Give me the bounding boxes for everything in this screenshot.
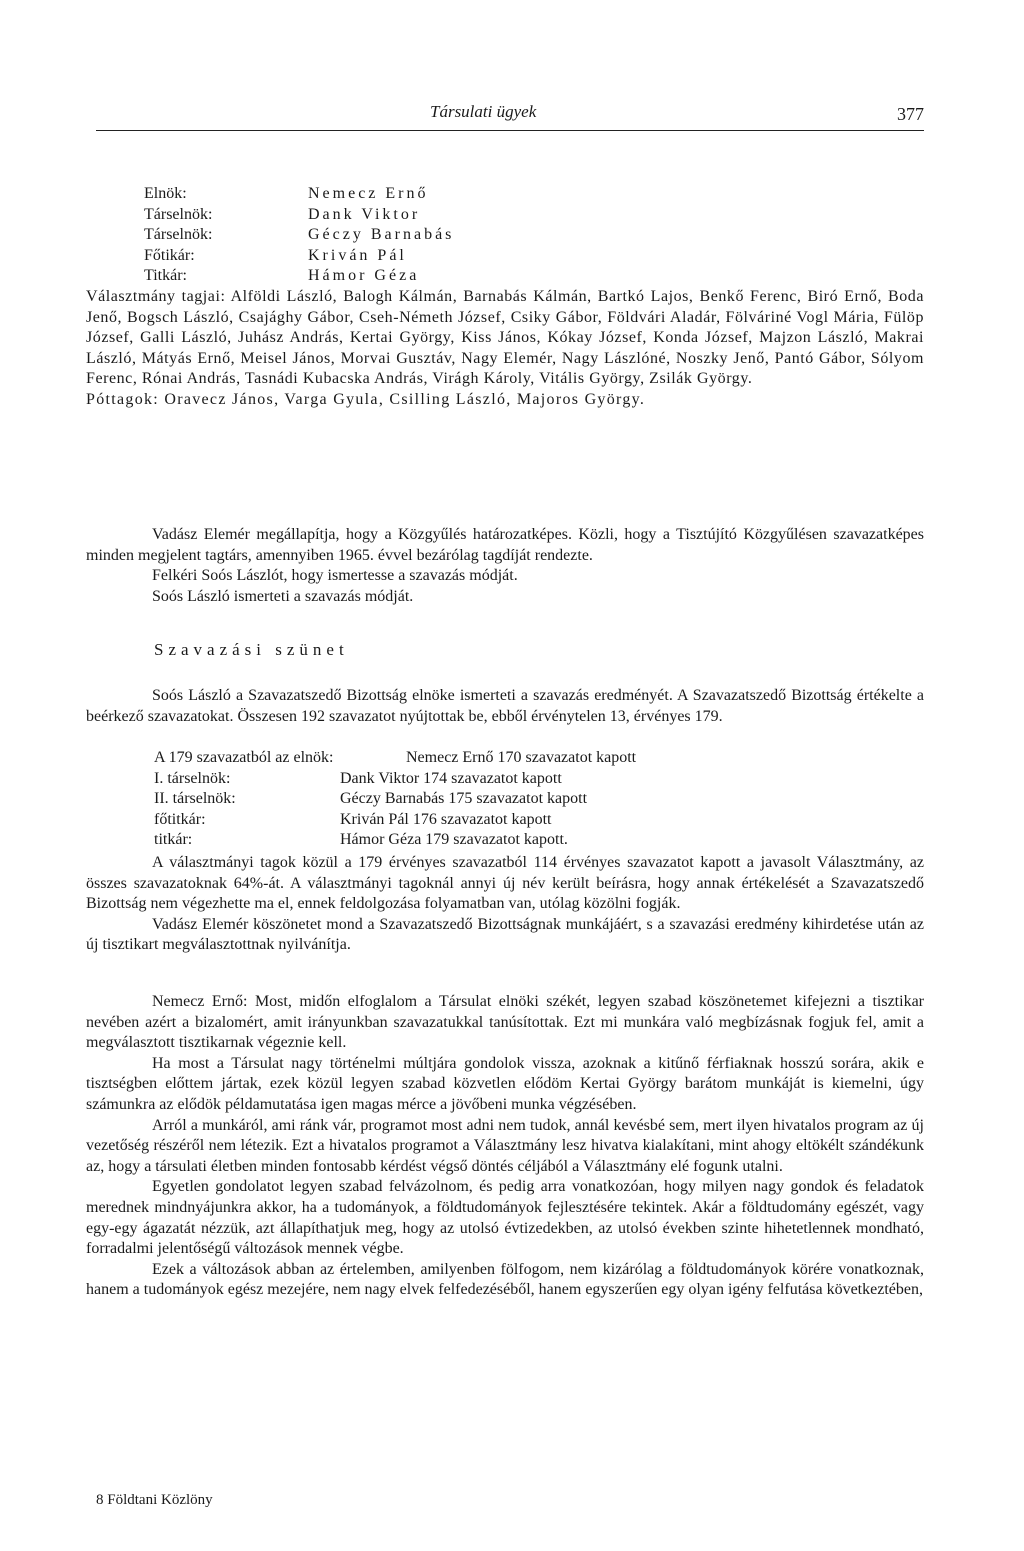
officer-row: [144, 246, 844, 267]
paragraph: Arról a munkáról, ami ránk vár, programot most adni nem tudok, annál kevésbé sem, mert ilyen hivatalos program az új vezetőség részéről nem létezik. Ezt a hivatalos programot a Választmány lesz hivatva kialakítani, mint ahogy eltökélt szándékunk az, hogy a társulati életben minden fontosabb kérdést végső döntés céljából a Választmány elé fogunk utalni.: [86, 1116, 924, 1175]
president-speech-block: [86, 992, 924, 1301]
paragraph: Egyetlen gondolatot legyen szabad felvázolnom, és pedig arra vonatkozóan, hogy milyen nagy gondok és feladatok merednek mindnyájunkra akkor, ha a tudományok, a földtudományok fejlesztésére tekintek. Akár a földtudomány egészét, vagy egy-egy ágazatát nézzük, azt állapíthatjuk meg, hogy az utolsó évtizedekben, az utolsó években szinte hihetetlennek mondható, forradalmi jelentőségű változások mennek végbe.: [86, 1178, 924, 1258]
result-row: [154, 748, 854, 769]
officers-list: [144, 184, 844, 287]
result-value: Nemecz Ernő 170 szavazatot kapott: [406, 749, 637, 766]
result-label: titkár:: [154, 831, 193, 849]
paragraph: Ezek a változások abban az értelemben, amilyenben fölfogom, nem kizárólag a földtudományok körére vonatkoznak, hanem a tudományok egész mezejére, nem nagy elvek felfedezéséből, hanem egyszerűen egy olyan igény felfutása következtében,: [86, 1260, 924, 1299]
page-header: [96, 100, 924, 131]
paragraph: Vadász Elemér köszönetet mond a Szavazatszedő Bizottságnak munkájáért, s a szavazási eredmény kihirdetése után az új tisztikart megválasztottnak nyilvánítja.: [86, 915, 924, 954]
result-value: Hámor Géza 179 szavazatot kapott.: [340, 831, 568, 849]
committee-members: Választmány tagjai: Alföldi László, Balogh Kálmán, Barnabás Kálmán, Bartkó Lajos, Benkő Ferenc, Biró Ernő, Boda Jenő, Bogsch László, Csajághy Gábor, Cseh-Németh József, Csiky Gábor, Földvári Aladár, Fölváriné Vogl Mária, Fülöp József, Galli László, Juhász András, Kertai György, Kiss János, Kókay József, Konda József, Majzon László, Makrai László, Mátyás Ernő, Meisel János, Morvai Gusztáv, Nagy Elemér, Nagy Lászlóné, Noszky Jenő, Pantó Gábor, Sólyom Ferenc, Rónai András, Tasnádi Kubacska András, Virágh Károly, Vitális György, Zsilák György.: [86, 288, 924, 388]
officer-role: Elnök:: [144, 185, 187, 202]
officer-row: [144, 184, 844, 205]
paragraph: A választmányi tagok közül a 179 érvényes szavazatból 114 érvényes szavazatot kapott a javasolt Választmány, az összes szavazatoknak 64%-át. A választmányi tagoknál annyi új név került beírásra, hogy annak értékelését a Szavazatszedő Bizottság nem végezhette ma el, ennek feldolgozása folyamatban van, utólag közölni fogják.: [86, 854, 924, 913]
officer-name: Géczy Barnabás: [308, 226, 455, 243]
officer-role: Titkár:: [144, 267, 187, 284]
officer-role: Főtikár:: [144, 246, 195, 264]
officer-row: [144, 266, 844, 287]
officer-name: Kriván Pál: [308, 246, 407, 264]
paragraph: Ha most a Társulat nagy történelmi múltjára gondolok vissza, azoknak a kitűnő férfiaknak hosszú sorára, akik e tisztségben előttem jártak, ezek közül legyen szabad közvetlen elődöm Kertai György barátom munkáját is kiemelni, úgy számunkra az elődök példamutatása igen magas mérce a jövőbeni munka végzésében.: [86, 1054, 924, 1113]
running-title: Társulati ügyek: [430, 102, 537, 121]
officer-role: Társelnök:: [144, 205, 213, 223]
result-value: Kriván Pál 176 szavazatot kapott: [340, 810, 552, 828]
paragraph: Soós László ismerteti a szavazás módját.: [152, 587, 414, 605]
substitute-members: Póttagok: Oravecz János, Varga Gyula, Csilling László, Majoros György.: [86, 390, 646, 408]
committee-section: [86, 287, 924, 411]
result-label: főtitkár:: [154, 810, 206, 828]
page-number: 377: [897, 104, 924, 124]
result-row: [154, 789, 854, 810]
paragraph: Nemecz Ernő: Most, midőn elfoglalom a Társulat elnöki székét, legyen szabad köszönetemet kifejezni a tisztikar nevében azért a bizalomért, amit irányunkban szavazatukkal tanúsítottak. Ezt mi munkára való megbízásnak fogjuk fel, amit a megválasztott tisztikarnak végeznie kell.: [86, 993, 924, 1052]
officer-row: [144, 225, 844, 246]
officer-name: Nemecz Ernő: [308, 185, 429, 202]
vote-intro-block: [86, 686, 924, 727]
committee-result-block: [86, 853, 924, 956]
result-label: A 179 szavazatból az elnök:: [154, 749, 334, 766]
result-label: I. társelnök:: [154, 769, 231, 787]
officer-name: Dank Viktor: [308, 205, 421, 223]
result-row: [154, 769, 854, 790]
result-row: [154, 830, 854, 851]
opening-block: [86, 525, 924, 607]
result-row: [154, 810, 854, 831]
paragraph: Felkéri Soós Lászlót, hogy ismertesse a szavazás módját.: [152, 567, 518, 585]
paragraph: Soós László a Szavazatszedő Bizottság elnöke ismerteti a szavazás eredményét. A Szavazatszedő Bizottság értékelte a beérkező szavazatokat. Összesen 192 szavazatot nyújtottak be, ebből érvénytelen 13, érvényes 179.: [86, 687, 924, 725]
result-value: Dank Viktor 174 szavazatot kapott: [340, 769, 562, 787]
officer-role: Társelnök:: [144, 226, 213, 243]
officer-name: Hámor Géza: [308, 267, 420, 284]
section-title: Szavazási szünet: [154, 640, 349, 659]
result-value: Géczy Barnabás 175 szavazatot kapott: [340, 790, 588, 808]
officer-row: [144, 205, 844, 226]
page-footer: 8 Földtani Közlöny: [96, 1492, 213, 1508]
election-results: [154, 748, 854, 851]
result-label: II. társelnök:: [154, 790, 236, 808]
paragraph: Vadász Elemér megállapítja, hogy a Közgyűlés határozatképes. Közli, hogy a Tisztújító Közgyűlésen szavazatképes minden megjelent tagtárs, amennyiben 1965. évvel bezárólag tagdíját rendezte.: [86, 526, 924, 564]
